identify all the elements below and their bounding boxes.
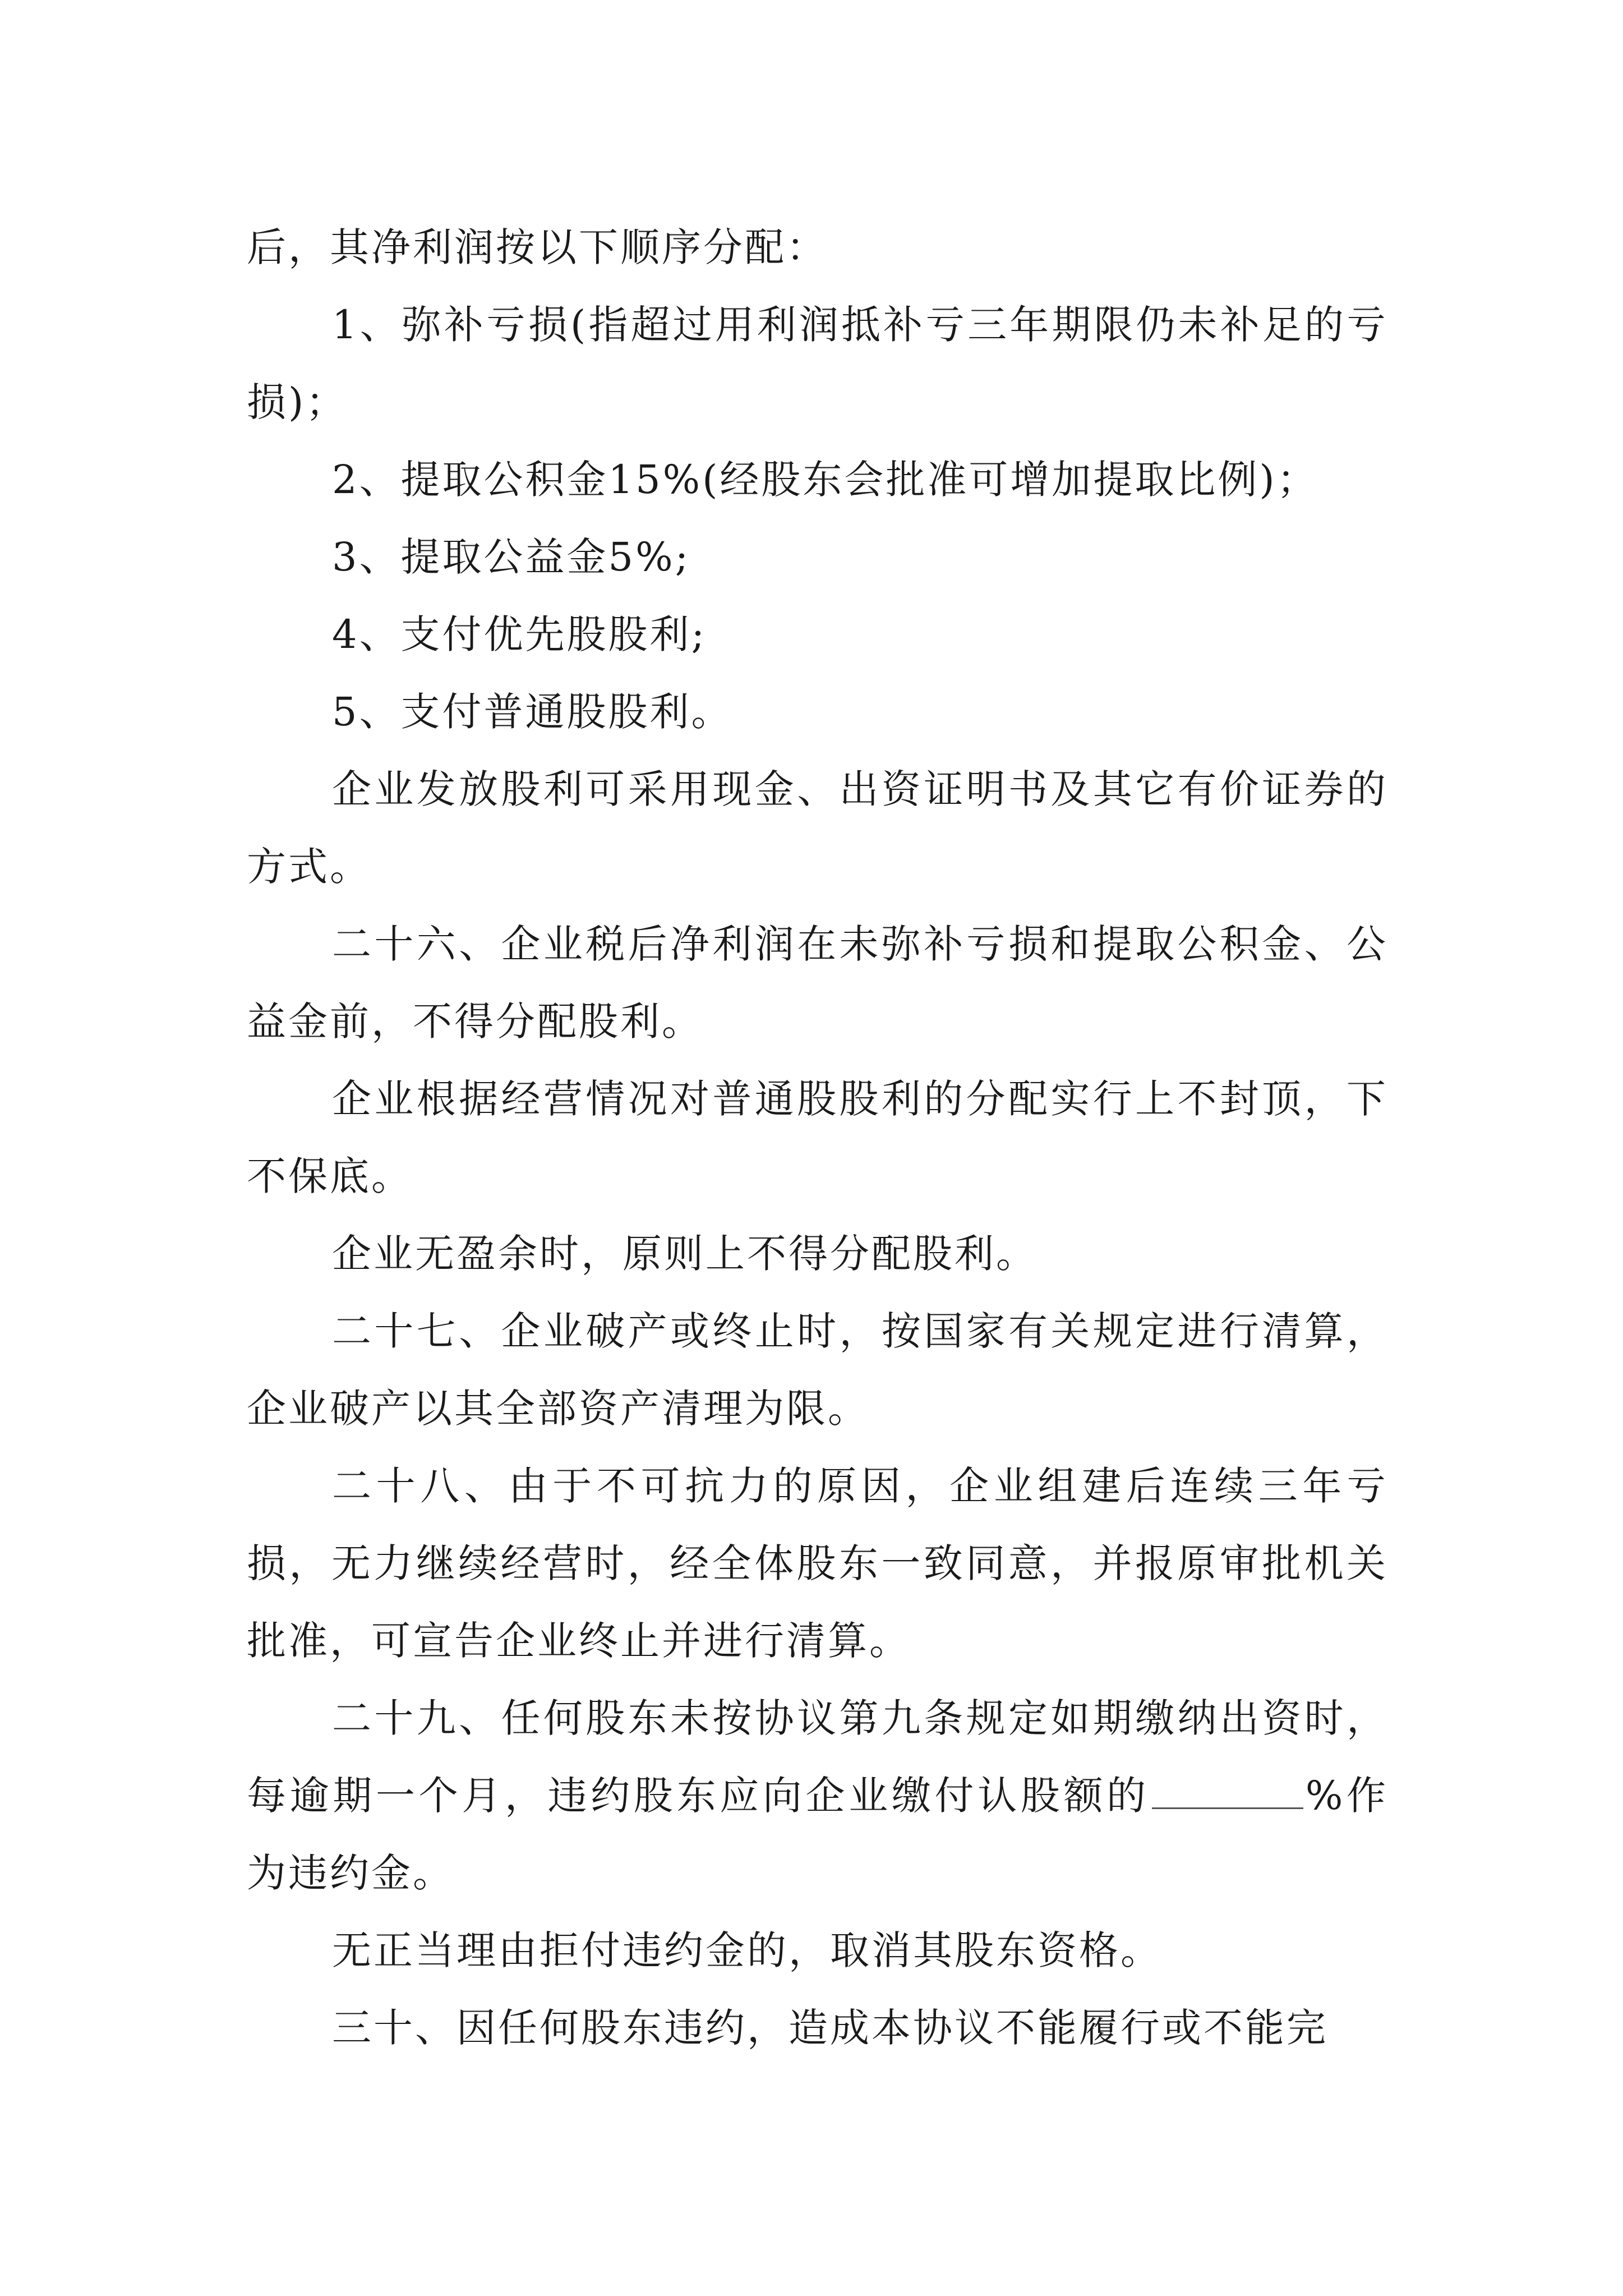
penalty-percent-blank — [1152, 1774, 1303, 1809]
paragraph-refuse-penalty: 无正当理由拒付违约金的，取消其股东资格。 — [332, 1927, 1162, 1973]
paragraph-item-5: 5、支付普通股股利。 — [332, 689, 733, 735]
paragraph-article-29 — [247, 1680, 1388, 1912]
paragraph-article-28: 二十八、由于不可抗力的原因，企业组建后连续三年亏损，无力继续经营时，经全体股东一致同意，并报原审批机关批准，可宣告企业终止并进行清算。 — [247, 1463, 1388, 1664]
paragraph-dividend-policy: 企业根据经营情况对普通股股利的分配实行上不封顶，下不保底。 — [247, 1076, 1388, 1199]
paragraph-distribution-intro: 后，其净利润按以下顺序分配： — [247, 224, 828, 270]
paragraph-no-surplus: 企业无盈余时，原则上不得分配股利。 — [332, 1231, 1038, 1277]
paragraph-article-30: 三十、因任何股东违约，造成本协议不能履行或不能完 — [332, 2005, 1328, 2051]
document-body — [247, 209, 1388, 2067]
paragraph-item-2: 2、提取公积金15%(经股东会批准可增加提取比例)； — [332, 457, 1318, 503]
paragraph-article-26: 二十六、企业税后净利润在未弥补亏损和提取公积金、公益金前，不得分配股利。 — [247, 921, 1388, 1045]
paragraph-item-3: 3、提取公益金5%; — [332, 534, 691, 580]
paragraph-item-1: 1、弥补亏损(指超过用利润抵补亏三年期限仍未补足的亏损)； — [247, 302, 1388, 425]
paragraph-item-4: 4、支付优先股股利; — [332, 611, 707, 657]
article-29-text-before: 二十九、任何股东未按协议第九条规定如期缴纳出资时，每逾期一个月，违约股东应向企业缴付认股额的 — [247, 1695, 1388, 1819]
paragraph-article-27: 二十七、企业破产或终止时，按国家有关规定进行清算，企业破产以其全部资产清理为限。 — [247, 1308, 1388, 1432]
article-29-text-after: %作为违约金。 — [247, 1773, 1389, 1896]
paragraph-dividend-payment-methods: 企业发放股利可采用现金、出资证明书及其它有价证券的方式。 — [247, 766, 1388, 890]
